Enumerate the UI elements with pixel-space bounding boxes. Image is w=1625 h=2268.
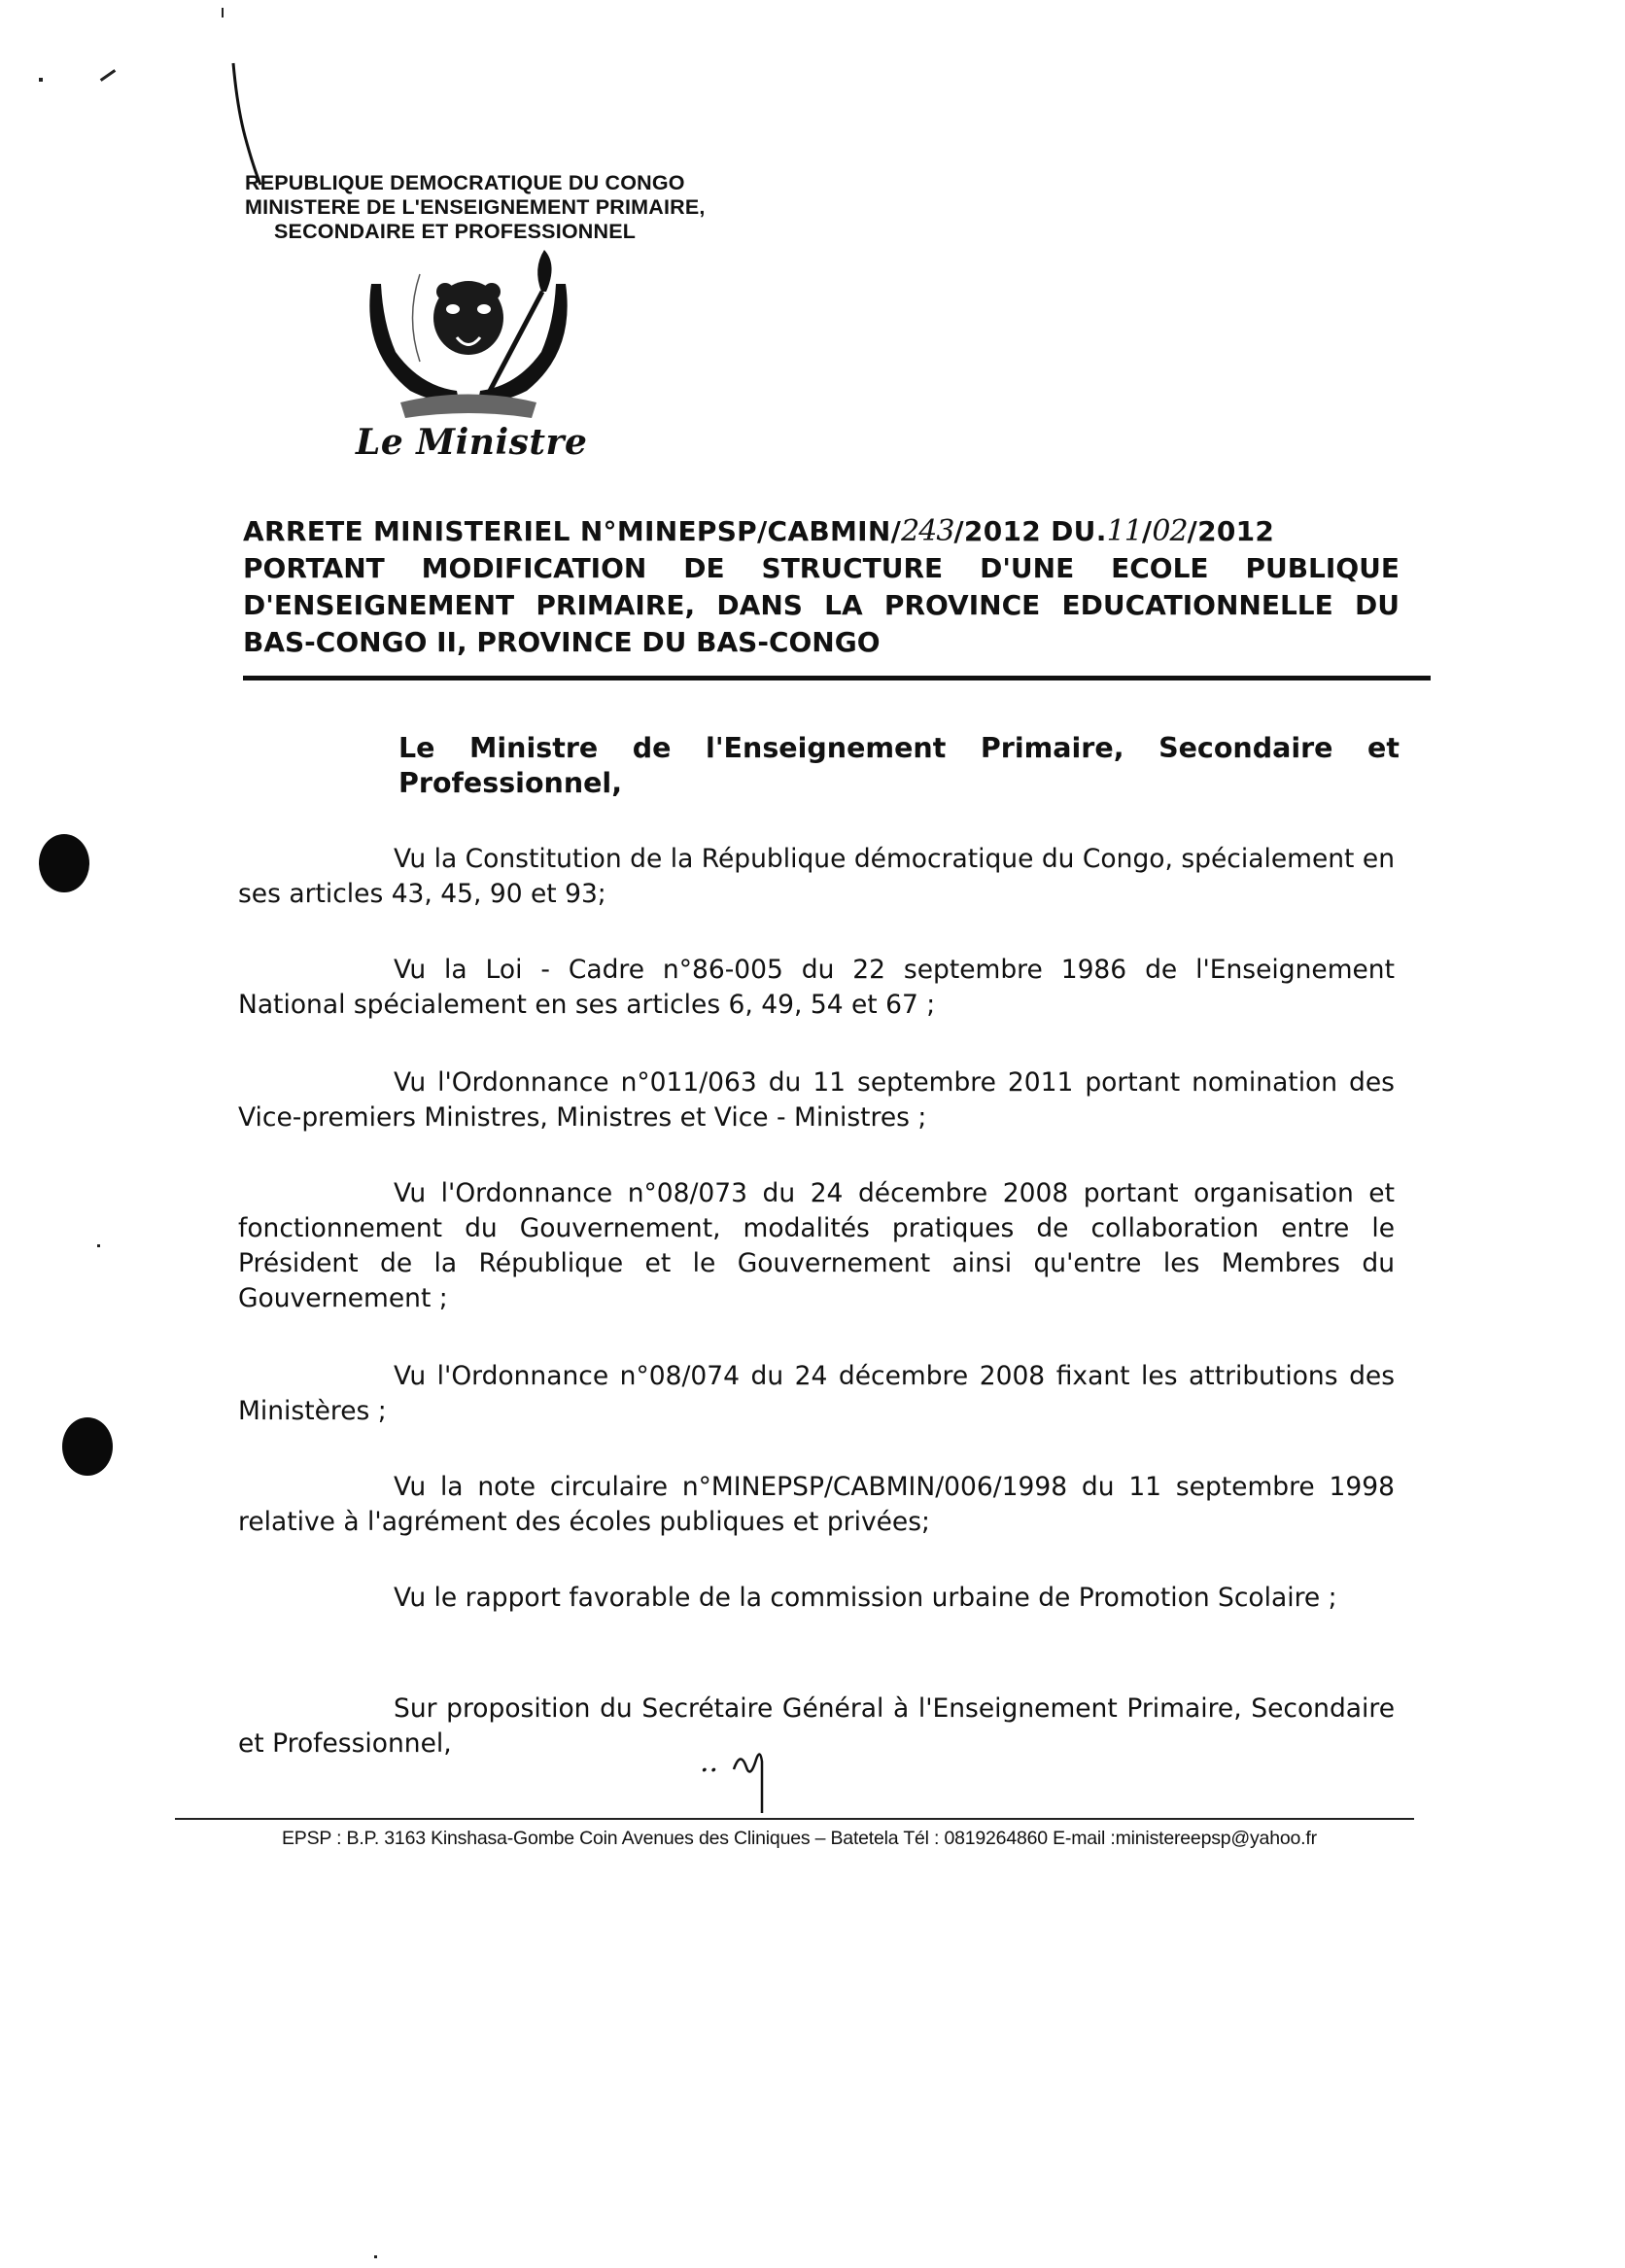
recital-constitution (238, 842, 1395, 912)
decree-hand-month: 02 (1152, 514, 1188, 548)
decree-ref-prefix: ARRETE MINISTERIEL N°MINEPSP/CABMIN/ (243, 515, 902, 547)
leopard-head-emblem-icon (352, 245, 585, 439)
recital-text: Vu la Loi - Cadre n°86-005 du 22 septembre 1986 de l'Enseignement National spécialement en ses articles 6, 49, 54 et 67 ; (238, 955, 1395, 1020)
recital-text: Vu la Constitution de la République démocratique du Congo, spécialement en ses articles 43, 45, 90 et 93; (238, 844, 1395, 909)
minister-title-script: Le Ministre (356, 422, 588, 463)
decree-hand-number: 243 (901, 514, 954, 548)
punch-hole (62, 1417, 113, 1476)
scan-speck (222, 8, 224, 17)
recital-text: Vu l'Ordonnance n°011/063 du 11 septembre 2011 portant nomination des Vice-premiers Ministres, Ministres et Vice - Ministres ; (238, 1067, 1395, 1133)
decree-subject: PORTANT MODIFICATION DE STRUCTURE D'UNE ECOLE PUBLIQUE D'ENSEIGNEMENT PRIMAIRE, DANS LA PROVINCE EDUCATIONNELLE DU BAS-CONGO II, PROVINCE DU BAS-CONGO (243, 552, 1400, 658)
scan-speck (97, 1244, 100, 1247)
recital-note-circulaire (238, 1470, 1395, 1540)
decree-title (243, 513, 1400, 661)
minister-preamble: Le Ministre de l'Enseignement Primaire, Secondaire et Professionnel, (398, 732, 1400, 799)
title-underline (243, 676, 1431, 680)
recital-text: Sur proposition du Secrétaire Général à l'Enseignement Primaire, Secondaire et Professionnel, (238, 1693, 1395, 1759)
recital-text: Vu le rapport favorable de la commission urbaine de Promotion Scolaire ; (394, 1583, 1337, 1613)
recital-ordonnance-073 (238, 1176, 1395, 1316)
continuation-mark: .. (700, 1745, 719, 1779)
recital-ordonnance-074 (238, 1359, 1395, 1429)
decree-year-end: /2012 (1187, 515, 1275, 547)
header-ministry-cont: SECONDAIRE ET PROFESSIONNEL (274, 220, 637, 243)
punch-hole (39, 834, 89, 892)
recital-proposition (238, 1692, 1395, 1762)
ministry-header (245, 171, 828, 244)
recital-loi-cadre (238, 953, 1395, 1023)
decree-date-slash: / (1141, 515, 1153, 547)
scan-speck (374, 2255, 377, 2258)
recital-text: Vu l'Ordonnance n°08/074 du 24 décembre 2008 fixant les attributions des Ministères ; (238, 1361, 1395, 1426)
scan-speck (100, 69, 116, 82)
recital-ordonnance-011 (238, 1065, 1395, 1135)
recital-text: Vu la note circulaire n°MINEPSP/CABMIN/006/1998 du 11 septembre 1998 relative à l'agrément des écoles publiques et privées; (238, 1472, 1395, 1537)
scan-speck (39, 78, 43, 82)
footer-rule (175, 1818, 1414, 1820)
initials-signature (729, 1740, 778, 1818)
recital-text: Vu l'Ordonnance n°08/073 du 24 décembre 2008 portant organisation et fonctionnement du Gouvernement, modalités pratiques de collaboration entre le Président de la République et le Gouvernement ainsi qu'entre les Membres du Gouvernement ; (238, 1178, 1395, 1313)
decree-ref-year: /2012 DU. (953, 515, 1107, 547)
footer-address: EPSP : B.P. 3163 Kinshasa-Gombe Coin Avenues des Cliniques – Batetela Tél : 0819264860 E-mail :ministereepsp@yahoo.fr (282, 1828, 1317, 1849)
header-ministry: MINISTERE DE L'ENSEIGNEMENT PRIMAIRE, (245, 195, 706, 219)
decree-reference (243, 513, 1400, 550)
recital-rapport (238, 1581, 1395, 1616)
decree-hand-day: 11 (1106, 514, 1142, 548)
header-country: REPUBLIQUE DEMOCRATIQUE DU CONGO (245, 171, 685, 194)
